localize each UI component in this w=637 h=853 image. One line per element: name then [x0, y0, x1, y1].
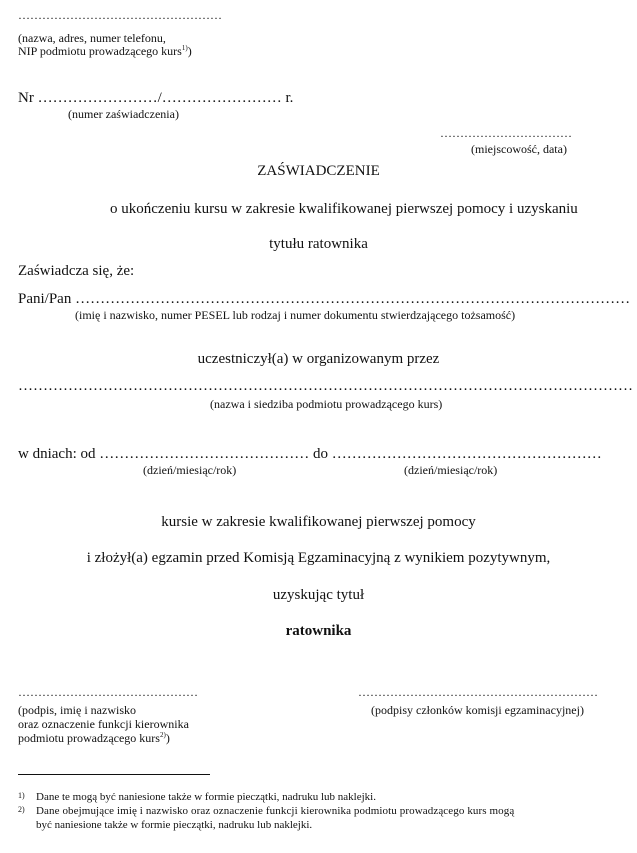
certifies-text: Zaświadcza się, że:: [18, 263, 135, 279]
dates-line: w dniach: od …………………………………… do ………………………………………………: [18, 446, 602, 462]
organizer-stamp-caption-line1: (nazwa, adres, numer telefonu,: [18, 31, 166, 45]
right-signature-dots: ……………………………………………………: [358, 685, 598, 699]
place-date-dots: ……………………………: [440, 126, 572, 140]
exam-text: i złożył(a) egzamin przed Komisją Egzaminacyjną z wynikiem pozytywnym,: [86, 550, 551, 566]
footnote-2-continuation: być naniesione także w formie pieczątki, nadruku lub naklejki.: [36, 819, 313, 831]
footnote-ref-2: 2): [159, 731, 166, 739]
organizer-caption: (nazwa i siedziba podmiotu prowadzącego kurs): [210, 397, 443, 411]
date-from-caption: (dzień/miesiąc/rok): [143, 463, 237, 477]
left-signature-caption-line2: oraz oznaczenie funkcji kierownika: [18, 717, 189, 731]
right-signature-caption: (podpisy członków komisji egzaminacyjnej): [371, 703, 584, 717]
footnote-1-text: Dane te mogą być naniesione także w formie pieczątki, nadruku lub naklejki.: [36, 791, 376, 803]
footnote-1-mark: 1): [18, 791, 25, 800]
course-text: kursie w zakresie kwalifikowanej pierwszej pomocy: [161, 514, 476, 530]
place-date-caption: (miejscowość, data): [471, 142, 567, 156]
obtaining-text: uzyskując tytuł: [272, 587, 365, 603]
participant-text: uczestniczył(a) w organizowanym przez: [197, 351, 440, 367]
certificate-number-caption: (numer zaświadczenia): [68, 107, 179, 121]
organizer-line: ……………………………………………………………………………………………………………: [18, 378, 633, 394]
left-signature-caption-line1: (podpis, imię i nazwisko: [18, 703, 136, 717]
organizer-stamp-caption-line2: NIP podmiotu prowadzącego kurs$^{1)}$): [18, 44, 192, 58]
footnote-2: [18, 805, 514, 817]
person-line: Pani/Pan …………………………………………………………………………………………………: [18, 291, 631, 307]
certificate-number-line: Nr ……………………/…………………… r.: [18, 90, 294, 106]
person-caption: (imię i nazwisko, numer PESEL lub rodzaj i numer dokumentu stwierdzającego tożsamość): [75, 308, 516, 322]
document-title: ZAŚWIADCZENIE: [257, 163, 380, 179]
document-subtitle-line2: tytułu ratownika: [269, 236, 368, 252]
document-subtitle-line1: o ukończeniu kursu w zakresie kwalifikowanej pierwszej pomocy i uzyskaniu: [110, 201, 578, 217]
left-signature-dots: ………………………………………: [18, 685, 198, 699]
footnote-separator: [18, 774, 210, 775]
footnote-ref-1: 1): [181, 44, 188, 52]
footnote-2-text: Dane obejmujące imię i nazwisko oraz oznaczenie funkcji kierownika podmiotu prowadzącego kurs mogą: [36, 805, 515, 817]
degree-title: ratownika: [285, 623, 352, 639]
footnote-2-mark: 2): [18, 805, 25, 814]
organizer-stamp-dots: ……………………………………………: [18, 8, 222, 22]
left-signature-caption-line3: podmiotu prowadzącego kurs$^{2)}$): [18, 731, 170, 745]
date-to-caption: (dzień/miesiąc/rok): [404, 463, 498, 477]
footnote-1: [18, 791, 376, 803]
